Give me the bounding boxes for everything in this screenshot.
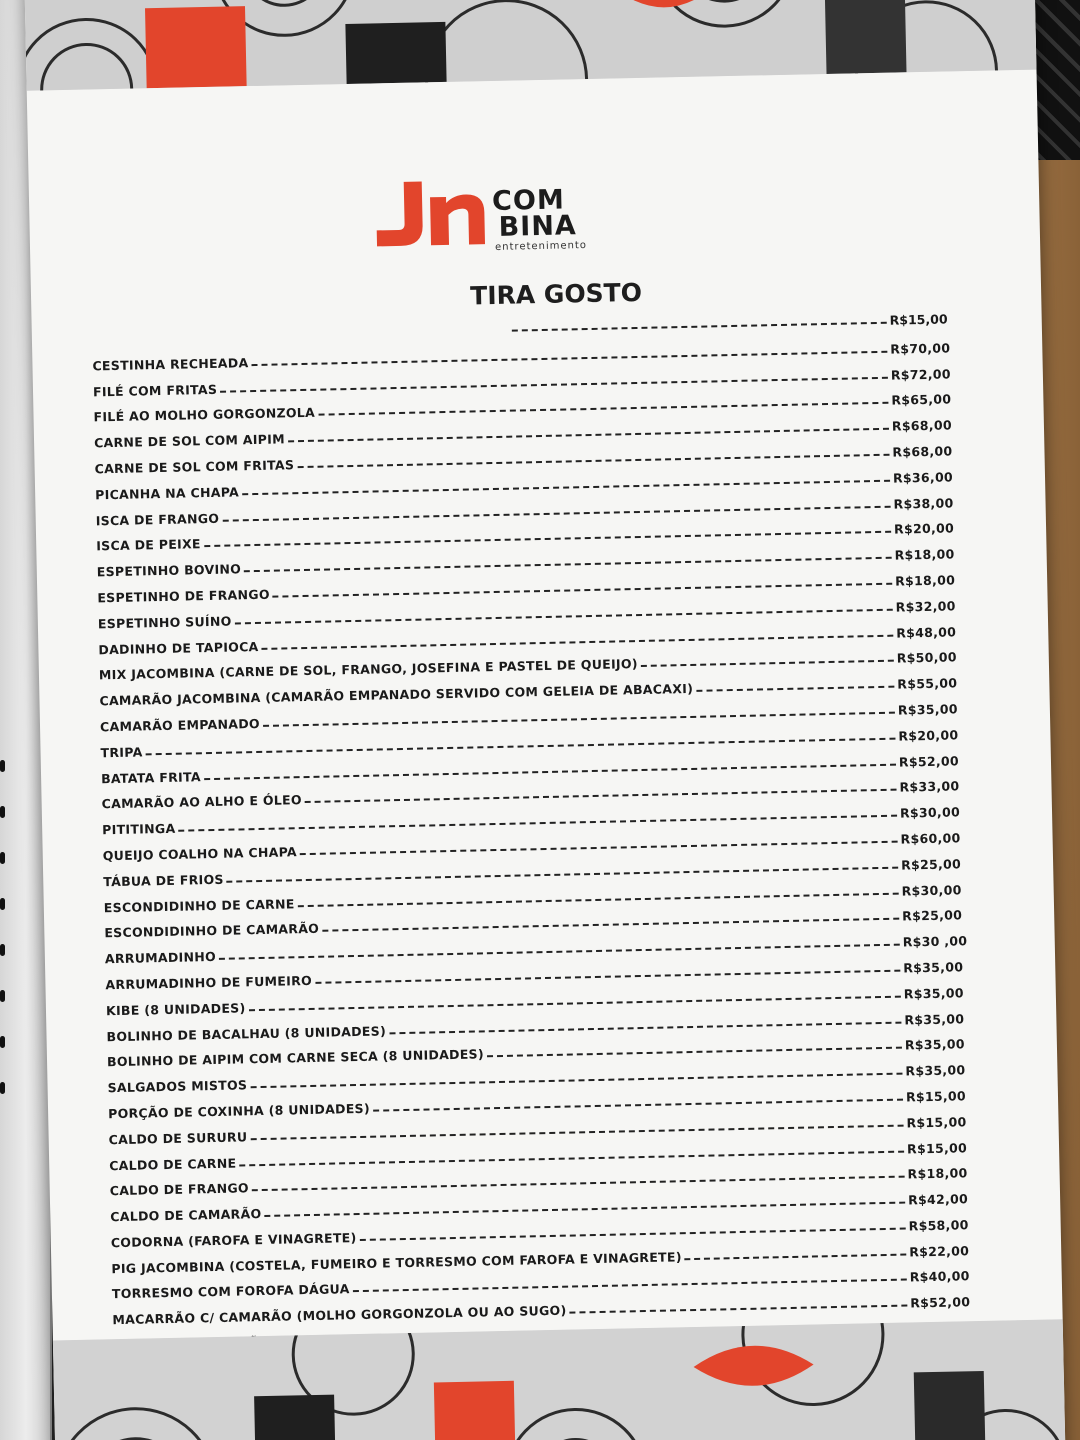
- menu-item-name: MIX JACOMBINA (CARNE DE SOL, FRANGO, JOSEFINA E PASTEL DE QUEIJO): [98, 656, 639, 683]
- menu-item-name: PIG JACOMBINA (COSTELA, FUMEIRO E TORRESMO COM FAROFA E VINAGRETE): [111, 1248, 682, 1276]
- menu-item-name: MACARRÃO C/ CAMARÃO (MOLHO GORGONZOLA OU AO SUGO): [112, 1302, 567, 1328]
- menu-item-name: CODORNA (FAROFA E VINAGRETE): [110, 1229, 357, 1251]
- menu-item-price: R$25,00: [900, 856, 962, 873]
- menu-item-name: TRIPA: [100, 744, 143, 761]
- menu-item-name: ESCONDIDINHO DE CARNE: [103, 895, 295, 915]
- menu-item-price: R$15,00: [906, 1113, 967, 1131]
- menu-item-price: R$52,00: [898, 752, 960, 770]
- menu-item-price: R$30 ,00: [902, 933, 968, 950]
- menu-item-name: TORRESMO COM FOROFA DÁGUA: [111, 1281, 350, 1302]
- menu-item-name: ARRUMADINHO: [104, 949, 217, 967]
- menu-item-name: FILÉ COM FRITAS: [92, 381, 218, 399]
- dotted-leader: [512, 322, 887, 332]
- menu-item-price: R$30,00: [901, 881, 962, 899]
- menu-item-name: BATATA FRITA: [100, 768, 201, 786]
- logo-word-bina: BINA: [498, 210, 578, 243]
- menu-item-price: R$50,00: [896, 649, 957, 666]
- menu-item-price: R$38,00: [893, 494, 954, 512]
- menu-item-name: DADINHO DE TAPIOCA: [98, 638, 259, 657]
- logo-tagline: entretenimento: [494, 240, 588, 253]
- menu-item-name: ESCONDIDINHO DE CAMARÃO: [104, 921, 320, 941]
- menu-item-name: SALGADOS MISTOS: [107, 1077, 248, 1096]
- menu-item-name: ISCA DE PEIXE: [96, 536, 201, 554]
- menu-item-price: R$35,00: [905, 1062, 966, 1079]
- decorative-footer-band: [53, 1319, 1066, 1440]
- menu-item-name: TÁBUA DE FRIOS: [103, 871, 224, 890]
- menu-item-price: R$15,00: [906, 1139, 968, 1157]
- menu-item-name: QUEIJO COALHO NA CHAPA: [102, 844, 298, 864]
- logo-word-com: COM: [491, 184, 566, 217]
- menu-item-name: BOLINHO DE BACALHAU (8 UNIDADES): [106, 1022, 387, 1044]
- menu-item-name: CARNE DE SOL COM AIPIM: [93, 431, 286, 451]
- menu-item-price: R$35,00: [904, 1036, 966, 1053]
- menu-item-name: CAMARÃO JACOMBINA (CAMARÃO EMPANADO SERVIDO COM GELEIA DE ABACAXI): [99, 681, 694, 709]
- menu-item-price: R$35,00: [903, 985, 964, 1002]
- menu-item-price: R$18,00: [895, 572, 956, 589]
- menu-item-price: R$15,00: [905, 1088, 967, 1105]
- menu-item-name: CARNE DE SOL COM FRITAS: [94, 457, 295, 477]
- menu-item-price: R$60,00: [900, 830, 961, 847]
- menu-item-price: R$70,00: [890, 340, 951, 357]
- binding-rings: [0, 760, 6, 1128]
- menu-item-price: R$18,00: [894, 546, 955, 563]
- menu-item-price: R$48,00: [896, 623, 957, 641]
- menu-item-name: PITITINGA: [102, 820, 176, 838]
- decorative-header-band: [24, 0, 1036, 91]
- menu-item-name: PORÇÃO DE COXINHA (8 UNIDADES): [107, 1100, 371, 1122]
- menu-page: [24, 0, 1066, 1440]
- menu-item-price: R$36,00: [892, 469, 954, 486]
- menu-item-price: R$35,00: [903, 959, 964, 976]
- menu-item-price: R$42,00: [907, 1191, 969, 1208]
- menu-item-name: ESPETINHO SUÍNO: [97, 613, 232, 632]
- menu-item-name: PICANHA NA CHAPA: [95, 484, 240, 503]
- menu-item-price: R$52,00: [910, 1294, 971, 1311]
- dotted-leader: [685, 1253, 907, 1260]
- menu-item-price: R$22,00: [909, 1242, 970, 1260]
- menu-item-name: ESPETINHO BOVINO: [96, 561, 242, 580]
- menu-item-name: CALDO DE CARNE: [109, 1155, 237, 1173]
- menu-item-price: R$20,00: [893, 520, 955, 538]
- menu-item-price: R$32,00: [895, 598, 956, 615]
- menu-item-price: R$58,00: [908, 1217, 969, 1234]
- menu-item-price: R$18,00: [907, 1165, 968, 1182]
- menu-item-name: CAMARÃO AO ALHO E ÓLEO: [101, 792, 302, 812]
- menu-item-name: FILÉ AO MOLHO GORGONZOLA: [93, 405, 316, 425]
- menu-item-price: R$72,00: [890, 366, 951, 383]
- menu-item-name: KIBE (8 UNIDADES): [105, 1000, 246, 1018]
- menu-item-price: R$33,00: [899, 778, 960, 795]
- menu-item-name: CALDO DE FRANGO: [109, 1180, 250, 1199]
- menu-item-price: R$20,00: [898, 727, 959, 744]
- dotted-leader: [696, 686, 894, 692]
- menu-item-name: ARRUMADINHO DE FUMEIRO: [105, 972, 313, 993]
- menu-item-name: CESTINHA RECHEADA: [92, 354, 249, 374]
- menu-item-price: R$25,00: [902, 907, 963, 924]
- menu-item-price: R$68,00: [892, 443, 953, 460]
- menu-item-price: R$40,00: [909, 1268, 970, 1285]
- menu-item-name: BOLINHO DE AIPIM COM CARNE SECA (8 UNIDADES): [106, 1046, 485, 1070]
- menu-item-name: CALDO DE SURURU: [108, 1129, 248, 1147]
- menu-item-price: R$55,00: [897, 675, 958, 692]
- menu-list: [92, 329, 994, 1405]
- menu-item-price: R$35,00: [897, 701, 958, 718]
- menu-item-price: R$68,00: [891, 417, 953, 434]
- jn-logo-mark: [374, 176, 493, 250]
- menu-item-price: R$65,00: [891, 391, 952, 409]
- menu-item-name: ESPETINHO DE FRANGO: [97, 586, 270, 606]
- menu-item-name: CALDO DE CAMARÃO: [110, 1206, 262, 1225]
- menu-item-name: ISCA DE FRANGO: [95, 510, 220, 528]
- section-title: TIRA GOSTO: [469, 277, 643, 311]
- menu-item-price: R$35,00: [904, 1010, 965, 1028]
- jacombina-logo: [374, 174, 606, 259]
- first-price: R$15,00: [889, 311, 948, 328]
- menu-item-price: R$30,00: [899, 804, 961, 821]
- menu-item-name: CAMARÃO EMPANADO: [99, 715, 261, 735]
